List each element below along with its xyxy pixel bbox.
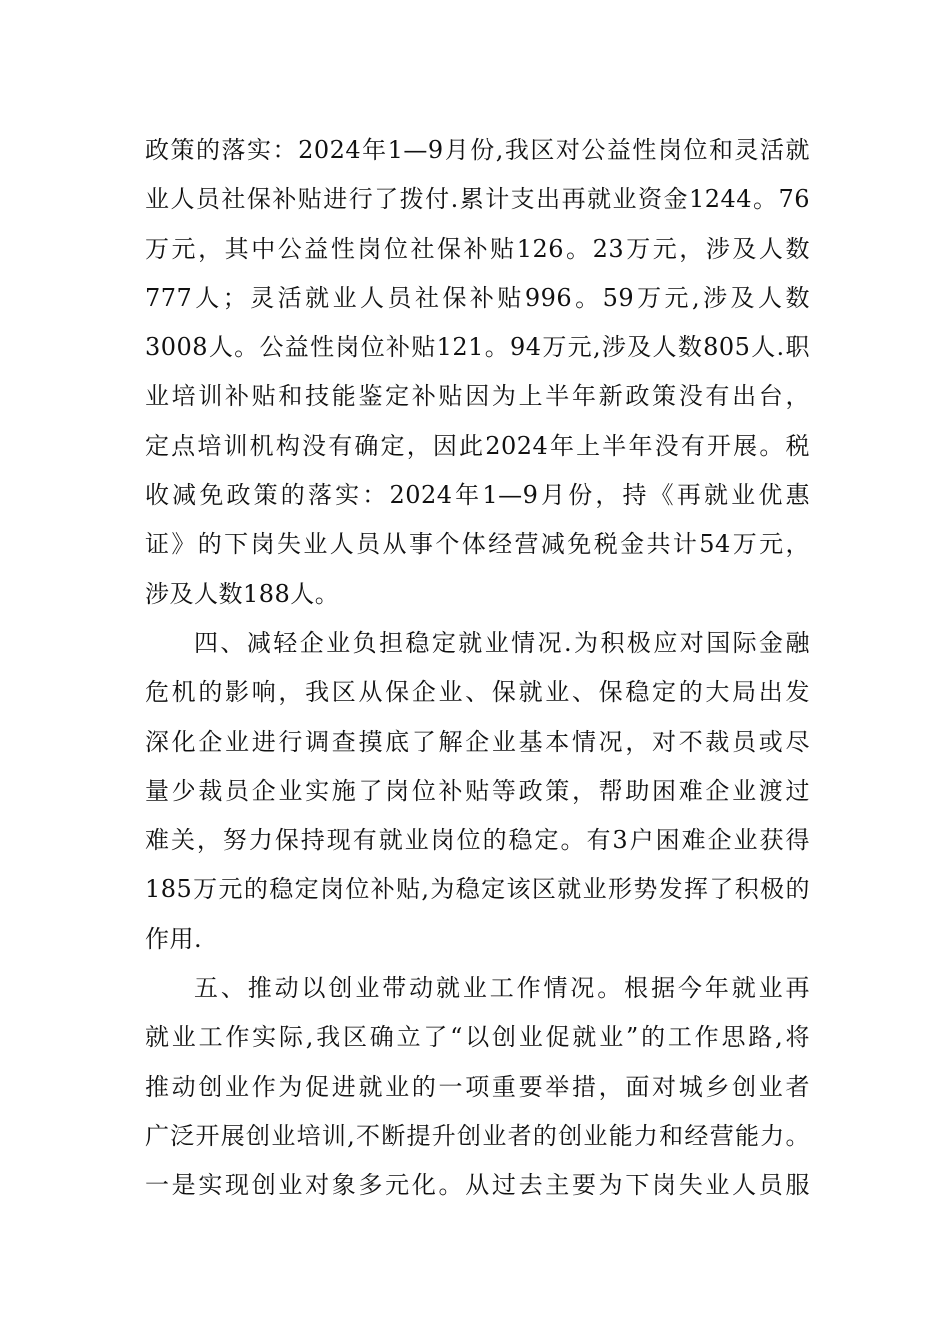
text-line: 一是实现创业对象多元化。从过去主要为下岗失业人员服: [145, 1171, 810, 1200]
text-line: 业培训补贴和技能鉴定补贴因为上半年新政策没有出台，: [145, 382, 810, 411]
text-line: 难关，努力保持现有就业岗位的稳定。有3户困难企业获得: [145, 826, 810, 855]
text-line: 3008人。公益性岗位补贴121。94万元,涉及人数805人.职: [145, 333, 810, 362]
text-line: 777人；灵活就业人员社保补贴996。59万元,涉及人数: [145, 283, 810, 312]
text-line: 推动创业作为促进就业的一项重要举措，面对城乡创业者: [145, 1072, 810, 1101]
text-line: 业人员社保补贴进行了拨付.累计支出再就业资金1244。76: [145, 185, 810, 214]
text-line: 就业工作实际,我区确立了“以创业促就业”的工作思路,将: [145, 1023, 810, 1052]
text-line: 定点培训机构没有确定，因此2024年上半年没有开展。税: [145, 431, 810, 460]
text-line: 作用.: [145, 924, 203, 953]
text-line: 收减免政策的落实：2024年1—9月份，持《再就业优惠: [145, 481, 810, 510]
paragraph-heading-line: 五、推动以创业带动就业工作情况。根据今年就业再: [194, 974, 810, 1003]
body-text: [145, 126, 810, 1211]
text-line: 广泛开展创业培训,不断提升创业者的创业能力和经营能力。: [145, 1121, 810, 1150]
text-line: 涉及人数188人。: [145, 579, 340, 608]
text-line: 量少裁员企业实施了岗位补贴等政策，帮助困难企业渡过: [145, 776, 810, 805]
text-line: 危机的影响，我区从保企业、保就业、保稳定的大局出发: [145, 678, 810, 707]
text-line: 政策的落实：2024年1—9月份,我区对公益性岗位和灵活就: [145, 136, 810, 164]
text-line: 深化企业进行调查摸底了解企业基本情况，对不裁员或尽: [145, 727, 810, 756]
paragraph-heading-line: 四、减轻企业负担稳定就业情况.为积极应对国际金融: [194, 628, 810, 657]
text-line: 证》的下岗失业人员从事个体经营减免税金共计54万元，: [145, 530, 810, 559]
text-line: 万元，其中公益性岗位社保补贴126。23万元，涉及人数: [145, 234, 810, 263]
text-line: 185万元的稳定岗位补贴,为稳定该区就业形势发挥了积极的: [145, 875, 810, 904]
